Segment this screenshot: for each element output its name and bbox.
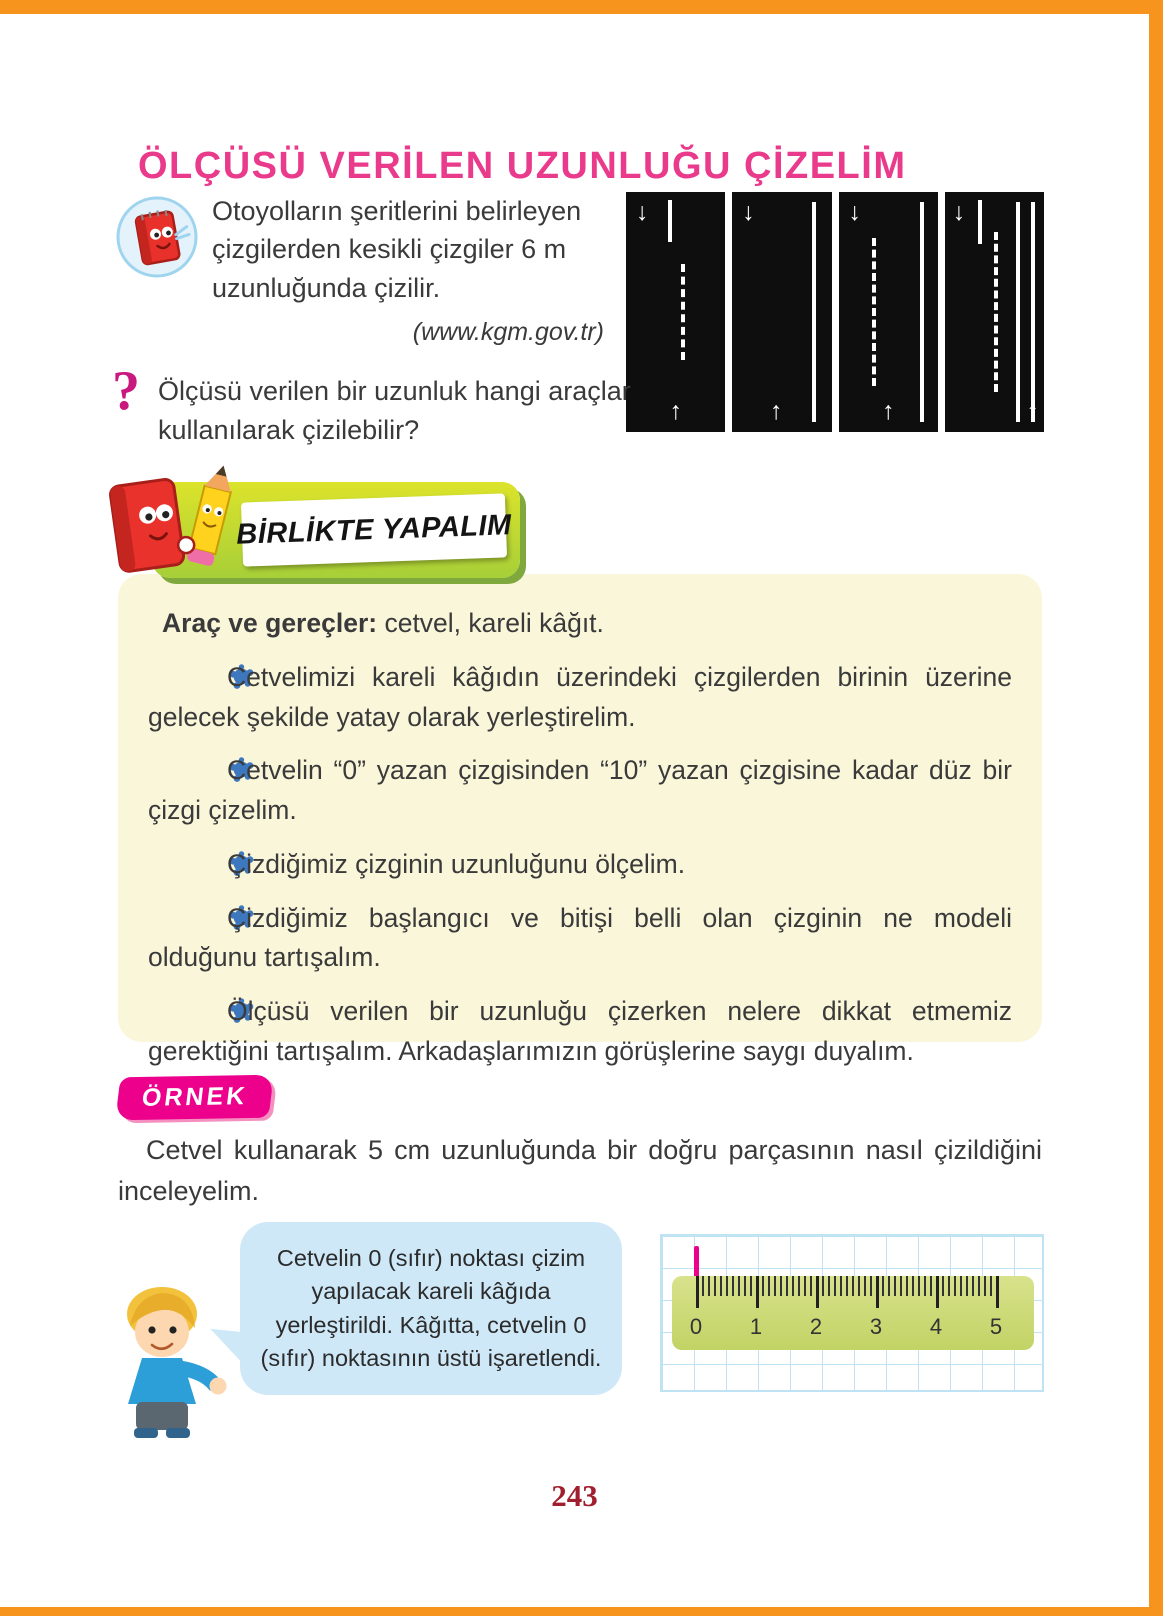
right-border xyxy=(1149,0,1163,1616)
ruler-number: 0 xyxy=(689,1314,703,1339)
step-text: Cetvelimizi kareli kâğıdın üzerindeki çizgilerden birinin üzerine gelecek şekilde yatay olarak yerleştirelim. xyxy=(148,661,1012,732)
activity-step xyxy=(148,658,1012,738)
zero-point-mark xyxy=(694,1246,699,1278)
lane-line xyxy=(1031,202,1035,422)
ornek-section xyxy=(118,1076,271,1119)
book-pencil-mascot-icon xyxy=(100,452,258,602)
down-arrow-icon: ↓ xyxy=(952,198,966,226)
step-text: Ölçüsü verilen bir uzunluğu çizerken nelere dikkat etmemiz gerektiğini tartışalım. Arkadaşlarımızın görüşlerine saygı duyalım. xyxy=(148,996,1012,1066)
splat-bullet-icon xyxy=(188,662,215,689)
activity-step xyxy=(148,992,1012,1072)
highway-panel xyxy=(839,192,938,432)
ruler-number: 2 xyxy=(809,1314,823,1339)
banner-band xyxy=(235,493,513,566)
example-paragraph: Cetvel kullanarak 5 cm uzunluğunda bir doğru parçasının nasıl çizildiğini inceleyelim. xyxy=(118,1135,1042,1206)
down-arrow-icon: ↓ xyxy=(848,198,861,226)
intro-paragraph: Otoyolların şeritlerini belirleyen çizgilerden kesikli çizgiler 6 m uzunluğunda çizilir. xyxy=(212,196,582,303)
activity-step xyxy=(148,899,1012,979)
splat-bullet-icon xyxy=(188,755,215,782)
ruler-number: 4 xyxy=(929,1314,943,1339)
source-reference: (www.kgm.gov.tr) xyxy=(412,317,604,346)
lane-line xyxy=(920,202,924,422)
splat-bullet-icon xyxy=(188,849,215,876)
page-title: ÖLÇÜSÜ VERİLEN UZUNLUĞU ÇİZELİM xyxy=(138,145,907,188)
splat-bullet-icon xyxy=(188,903,215,930)
ruler-figure xyxy=(660,1234,1044,1392)
up-arrow-icon: ↑ xyxy=(769,397,783,425)
materials-label: Araç ve gereçler: xyxy=(162,608,378,638)
ruler-cm-ticks xyxy=(696,1276,1001,1308)
ruler-number: 3 xyxy=(869,1314,883,1339)
up-arrow-icon: ↑ xyxy=(882,397,895,425)
materials-text: cetvel, kareli kâğıt. xyxy=(377,608,604,638)
materials-line xyxy=(148,604,1012,644)
ruler-number: 1 xyxy=(749,1314,763,1339)
speech-text: Cetvelin 0 (sıfır) noktası çizim yapılacak kareli kâğıda yerleştirildi. Kâğıtta, cetvelin 0 (sıfır) noktasının üstü işaretlendi. xyxy=(260,1245,602,1372)
question-text: Ölçüsü verilen bir uzunluk hangi araçlar kullanılarak çizilebilir? xyxy=(158,376,631,446)
lane-line xyxy=(812,202,816,422)
activity-step xyxy=(148,751,1012,831)
activity-step xyxy=(148,845,1012,885)
speech-bubble xyxy=(240,1222,622,1395)
lane-line xyxy=(978,200,982,244)
page-number: 243 xyxy=(551,1478,598,1513)
lane-line xyxy=(994,232,998,392)
speech-bubble-tail xyxy=(206,1329,256,1374)
down-arrow-icon: ↓ xyxy=(636,198,649,226)
activity-box xyxy=(118,574,1042,1066)
step-text: Cetvelin “0” yazan çizgisinden “10” yazan çizgisine kadar düz bir çizgi çizelim. xyxy=(148,755,1012,825)
up-arrow-icon: ↑ xyxy=(669,397,683,425)
step-text: Çizdiğimiz çizginin uzunluğunu ölçelim. xyxy=(227,848,686,879)
lane-line xyxy=(872,238,876,386)
ruler-number: 5 xyxy=(989,1314,1003,1339)
highway-panel xyxy=(945,192,1044,432)
ornek-badge: ÖRNEK xyxy=(115,1075,274,1121)
question-row xyxy=(112,360,692,450)
step-text: Çizdiğimiz başlangıcı ve bitişi belli olan çizginin ne modeli olduğunu tartışalım. xyxy=(148,902,1012,973)
down-arrow-icon: ↓ xyxy=(742,198,755,226)
ruler xyxy=(672,1276,1034,1350)
lane-line xyxy=(681,264,685,360)
highway-panel xyxy=(732,192,831,432)
up-arrow-icon: ↑ xyxy=(1026,397,1040,425)
question-mark-icon: ? xyxy=(112,360,140,422)
lane-line xyxy=(668,200,672,242)
lane-line xyxy=(1016,202,1020,422)
top-border xyxy=(0,0,1163,14)
banner-label: BİRLİKTE YAPALIM xyxy=(235,508,513,551)
splat-bullet-icon xyxy=(188,996,215,1023)
bottom-border xyxy=(0,1607,1163,1616)
